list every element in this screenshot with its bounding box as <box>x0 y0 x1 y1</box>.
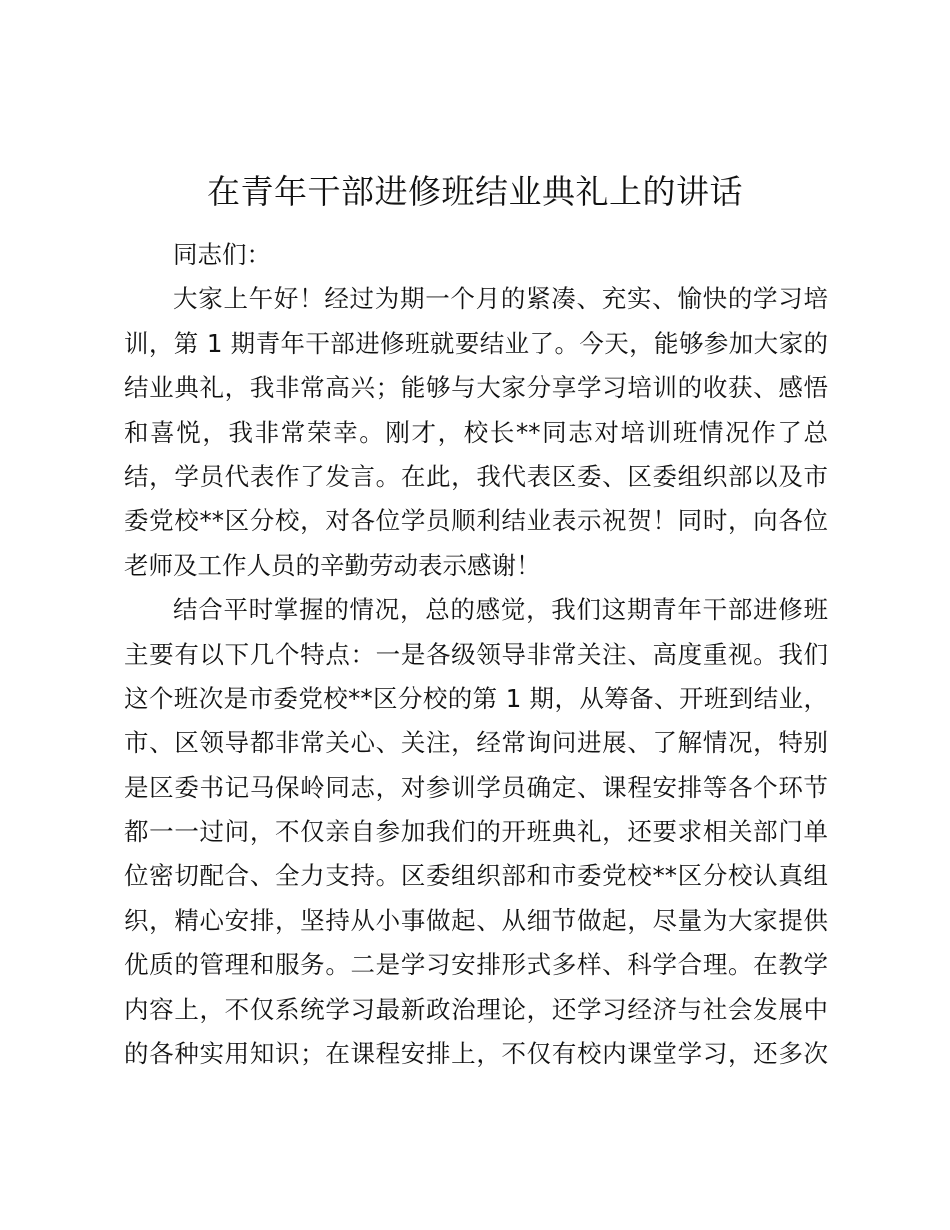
paragraph-line: 训，第 1 期青年干部进修班就要结业了。今天，能够参加大家的 <box>124 328 828 358</box>
paragraph-line: 位密切配合、全力支持。区委组织部和市委党校**区分校认真组 <box>124 861 828 891</box>
paragraph-line: 的各种实用知识；在课程安排上，不仅有校内课堂学习，还多次 <box>124 1039 828 1069</box>
paragraph-line: 市、区领导都非常关心、关注，经常询问进展、了解情况，特别 <box>124 728 828 758</box>
paragraph-line: 结，学员代表作了发言。在此，我代表区委、区委组织部以及市 <box>124 461 828 491</box>
paragraph-line: 大家上午好！经过为期一个月的紧凑、充实、愉快的学习培 <box>173 284 828 314</box>
paragraph-line: 结业典礼，我非常高兴；能够与大家分享学习培训的收获、感悟 <box>124 373 828 403</box>
paragraph-line: 内容上，不仅系统学习最新政治理论，还学习经济与社会发展中 <box>124 994 828 1024</box>
salutation-line: 同志们： <box>173 240 271 269</box>
paragraph-line: 优质的管理和服务。二是学习安排形式多样、科学合理。在教学 <box>124 950 828 980</box>
paragraph-line: 都一一过问，不仅亲自参加我们的开班典礼，还要求相关部门单 <box>124 817 828 847</box>
paragraph-line: 委党校**区分校，对各位学员顺利结业表示祝贺！同时，向各位 <box>124 506 828 536</box>
paragraph-line: 结合平时掌握的情况，总的感觉，我们这期青年干部进修班 <box>173 595 828 625</box>
paragraph-line: 是区委书记马保岭同志，对参训学员确定、课程安排等各个环节 <box>124 772 828 802</box>
paragraph-line: 和喜悦，我非常荣幸。刚才，校长**同志对培训班情况作了总 <box>124 417 828 447</box>
paragraph-line: 这个班次是市委党校**区分校的第 1 期，从筹备、开班到结业， <box>124 683 828 713</box>
paragraph-line: 主要有以下几个特点：一是各级领导非常关注、高度重视。我们 <box>124 639 828 669</box>
document-title: 在青年干部进修班结业典礼上的讲话 <box>207 172 743 211</box>
paragraph-line: 织，精心安排，坚持从小事做起、从细节做起，尽量为大家提供 <box>124 905 828 935</box>
document-body <box>124 233 828 1076</box>
paragraph-line: 老师及工作人员的辛勤劳动表示感谢！ <box>124 550 541 580</box>
